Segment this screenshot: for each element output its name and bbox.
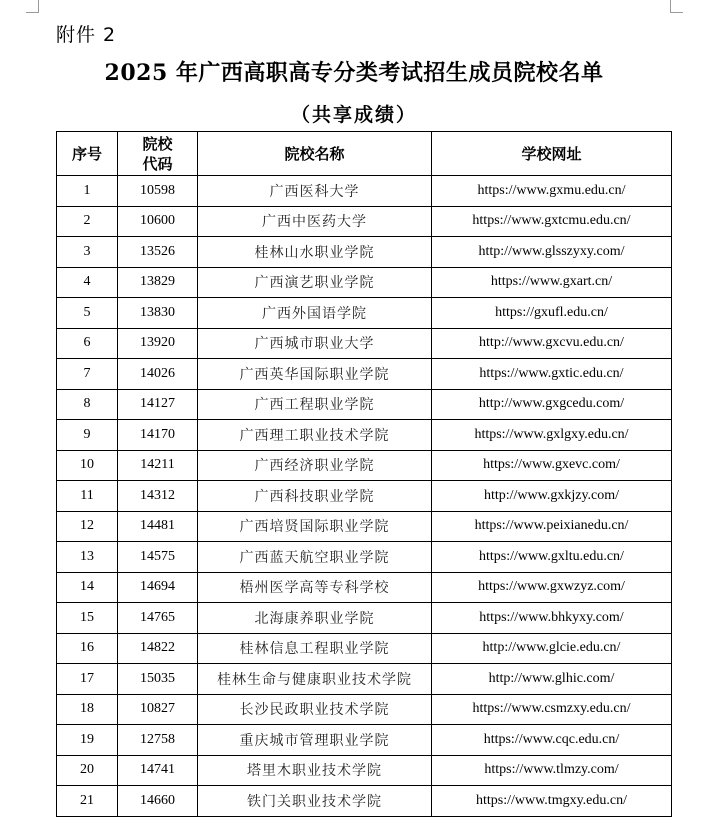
school-name: 长沙民政职业技术学院 [198,694,432,725]
crop-mark-top-left [26,0,39,13]
school-code: 13526 [118,237,198,268]
school-name: 广西蓝天航空职业学院 [198,542,432,573]
school-code: 10598 [118,176,198,207]
column-header-code-label: 院校代码 [142,134,173,173]
school-code: 14170 [118,420,198,451]
crop-mark-top-right [670,0,683,13]
school-url[interactable]: http://www.glhic.com/ [432,664,672,695]
table-row [57,725,672,756]
school-name: 桂林山水职业学院 [198,237,432,268]
school-code: 14741 [118,755,198,786]
table-body [57,176,672,817]
school-url[interactable]: https://www.gxtcmu.edu.cn/ [432,206,672,237]
school-code: 14575 [118,542,198,573]
school-url[interactable]: https://www.gxtic.edu.cn/ [432,359,672,390]
school-url[interactable]: http://www.glsszyxy.com/ [432,237,672,268]
row-seq: 14 [57,572,118,603]
school-url[interactable]: http://www.glcie.edu.cn/ [432,633,672,664]
row-seq: 21 [57,786,118,817]
table-row [57,694,672,725]
table-row [57,237,672,268]
row-seq: 9 [57,420,118,451]
school-url[interactable]: https://www.tlmzy.com/ [432,755,672,786]
table-row [57,511,672,542]
school-name: 桂林信息工程职业学院 [198,633,432,664]
school-name: 广西培贤国际职业学院 [198,511,432,542]
school-name: 重庆城市管理职业学院 [198,725,432,756]
school-name: 塔里木职业技术学院 [198,755,432,786]
attachment-label: 附件 2 [56,24,117,46]
table-row [57,389,672,420]
school-code: 10600 [118,206,198,237]
school-url[interactable]: https://www.gxlgxy.edu.cn/ [432,420,672,451]
school-name: 广西医科大学 [198,176,432,207]
school-name: 广西工程职业学院 [198,389,432,420]
school-url[interactable]: http://www.gxcvu.edu.cn/ [432,328,672,359]
row-seq: 7 [57,359,118,390]
table-row [57,450,672,481]
school-url[interactable]: https://www.gxmu.edu.cn/ [432,176,672,207]
table-row [57,572,672,603]
school-code: 13830 [118,298,198,329]
column-header-seq: 序号 [57,132,118,176]
school-name: 梧州医学高等专科学校 [198,572,432,603]
school-url[interactable]: https://www.gxevc.com/ [432,450,672,481]
school-url[interactable]: https://www.bhkyxy.com/ [432,603,672,634]
school-name: 广西中医药大学 [198,206,432,237]
row-seq: 10 [57,450,118,481]
table-row [57,420,672,451]
school-url[interactable]: https://www.tmgxy.edu.cn/ [432,786,672,817]
school-name: 广西外国语学院 [198,298,432,329]
table-row [57,664,672,695]
school-name: 广西科技职业学院 [198,481,432,512]
row-seq: 3 [57,237,118,268]
school-name: 广西城市职业大学 [198,328,432,359]
table-row [57,359,672,390]
table-header-row [57,132,672,176]
row-seq: 18 [57,694,118,725]
school-url[interactable]: https://www.gxwzyz.com/ [432,572,672,603]
school-name: 广西理工职业技术学院 [198,420,432,451]
school-url[interactable]: https://www.csmzxy.edu.cn/ [432,694,672,725]
table-row [57,176,672,207]
page-subtitle: （共享成绩） [290,104,417,126]
table-row [57,755,672,786]
row-seq: 1 [57,176,118,207]
school-code: 13829 [118,267,198,298]
school-url[interactable]: http://www.gxgcedu.com/ [432,389,672,420]
table-row [57,267,672,298]
school-code: 14694 [118,572,198,603]
table-row [57,542,672,573]
table-row [57,603,672,634]
school-url[interactable]: https://www.peixianedu.cn/ [432,511,672,542]
table-row [57,206,672,237]
school-table [56,131,672,817]
table-row [57,328,672,359]
row-seq: 2 [57,206,118,237]
school-code: 14312 [118,481,198,512]
school-url[interactable]: https://www.gxart.cn/ [432,267,672,298]
school-url[interactable]: https://www.gxltu.edu.cn/ [432,542,672,573]
school-url[interactable]: http://www.gxkjzy.com/ [432,481,672,512]
table-row [57,481,672,512]
school-code: 13920 [118,328,198,359]
column-header-url: 学校网址 [432,132,672,176]
row-seq: 13 [57,542,118,573]
school-code: 14660 [118,786,198,817]
row-seq: 17 [57,664,118,695]
school-code: 14211 [118,450,198,481]
school-code: 14481 [118,511,198,542]
row-seq: 4 [57,267,118,298]
row-seq: 16 [57,633,118,664]
table-row [57,298,672,329]
school-name: 北海康养职业学院 [198,603,432,634]
row-seq: 15 [57,603,118,634]
row-seq: 12 [57,511,118,542]
school-url[interactable]: https://www.cqc.edu.cn/ [432,725,672,756]
school-code: 15035 [118,664,198,695]
school-code: 14127 [118,389,198,420]
row-seq: 20 [57,755,118,786]
column-header-code [118,132,198,176]
row-seq: 5 [57,298,118,329]
school-name: 广西演艺职业学院 [198,267,432,298]
table-row [57,786,672,817]
column-header-name: 院校名称 [198,132,432,176]
page-title: 2025 年广西高职高专分类考试招生成员院校名单 [104,60,604,86]
school-code: 14765 [118,603,198,634]
school-name: 桂林生命与健康职业技术学院 [198,664,432,695]
school-code: 14822 [118,633,198,664]
school-name: 广西经济职业学院 [198,450,432,481]
school-code: 12758 [118,725,198,756]
school-name: 铁门关职业技术学院 [198,786,432,817]
school-code: 14026 [118,359,198,390]
row-seq: 11 [57,481,118,512]
row-seq: 6 [57,328,118,359]
school-url[interactable]: https://gxufl.edu.cn/ [432,298,672,329]
row-seq: 19 [57,725,118,756]
school-name: 广西英华国际职业学院 [198,359,432,390]
school-code: 10827 [118,694,198,725]
row-seq: 8 [57,389,118,420]
table-row [57,633,672,664]
